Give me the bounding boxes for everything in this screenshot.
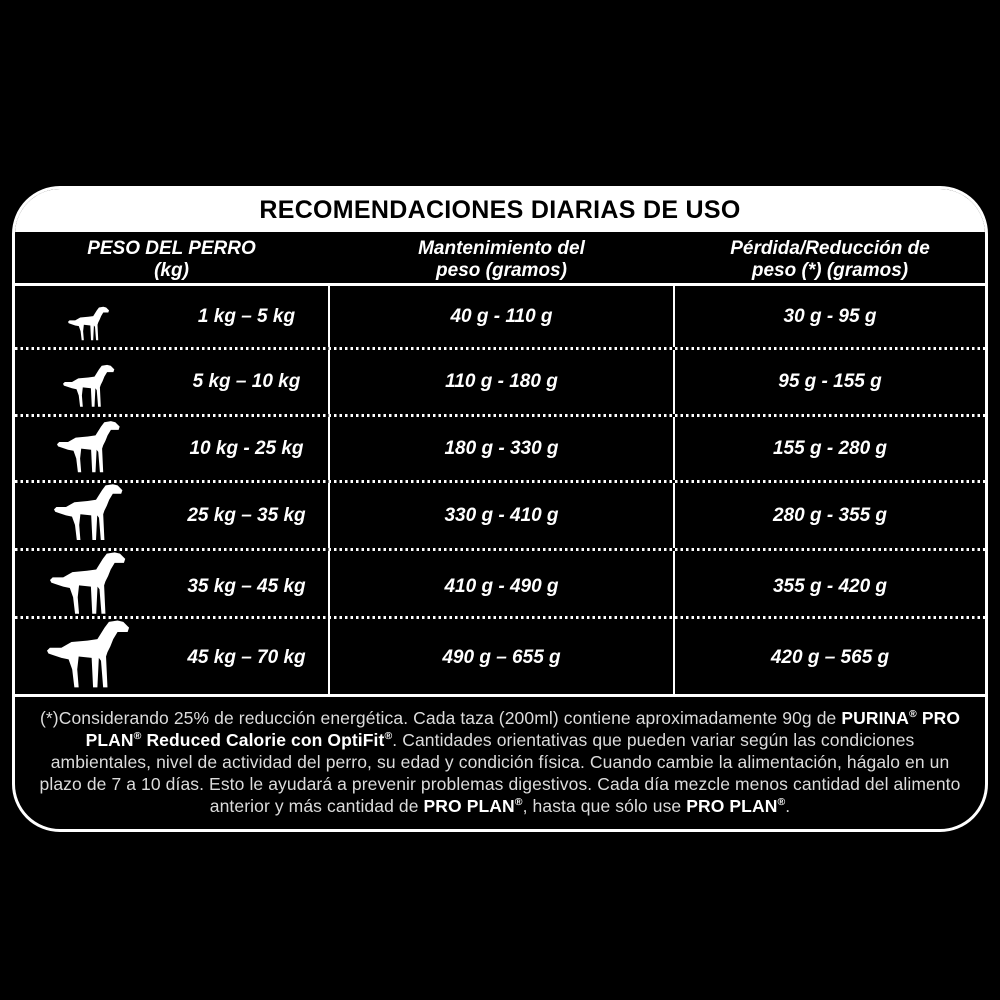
maintenance-amount: 180 g - 330 g: [444, 437, 559, 459]
reduction-amount: 30 g - 95 g: [783, 305, 877, 327]
table-header-row: [15, 232, 985, 283]
header-reduction-line2: peso (*) (gramos): [751, 260, 909, 281]
reduction-amount: 280 g - 355 g: [772, 504, 888, 526]
dog-silhouette-icon: [54, 483, 126, 543]
maintenance-amount: 410 g - 490 g: [444, 575, 559, 597]
dog-icon-box: [15, 286, 165, 347]
table-row: [15, 551, 985, 616]
dog-icon-box: [15, 350, 165, 414]
maintenance-cell: [328, 619, 675, 696]
reduction-cell: [675, 286, 985, 347]
panel-title-band: [15, 189, 985, 232]
maintenance-cell: [328, 551, 675, 622]
header-dog-weight-line1: PESO DEL PERRO: [87, 238, 256, 259]
maintenance-cell: [328, 417, 675, 480]
header-reduction-line1: Pérdida/Reducción de: [730, 238, 930, 259]
dog-silhouette-icon: [63, 364, 117, 409]
maintenance-amount: 40 g - 110 g: [450, 305, 553, 327]
maintenance-cell: [328, 286, 675, 347]
header-dog-weight-line2: (kg): [154, 260, 189, 281]
footnote-text: (*)Considerando 25% de reducción energética. Cada taza (200ml) contiene aproximadamente 90g de PURINA® PRO PLAN® Reduced Calorie con OptiFit®. Cantidades orientativas que pueden variar según las condiciones ambientales, nivel de actividad del perro, su edad y condición física. Cuando cambie la alimentación, hágalo en un plazo de 7 a 10 días. Esto le ayudará a prevenir problemas digestivos. Cada día mezcle menos cantidad del alimento anterior y más cantidad de PRO PLAN®, hasta que sólo use PRO PLAN®.: [39, 708, 961, 816]
header-maintenance-line2: peso (gramos): [436, 260, 567, 281]
weight-cell: [15, 619, 328, 696]
dog-icon-box: [15, 417, 165, 480]
dog-silhouette-icon: [50, 551, 129, 617]
table-row: [15, 350, 985, 414]
maintenance-amount: 110 g - 180 g: [445, 371, 558, 392]
weight-cell: [15, 350, 328, 414]
weight-cell: [15, 551, 328, 622]
dog-weight-range: 35 kg – 45 kg: [187, 575, 306, 597]
dog-silhouette-icon: [47, 619, 133, 691]
header-maintenance: [328, 237, 675, 283]
reduction-cell: [675, 551, 985, 622]
table-row: [15, 483, 985, 548]
feeding-guide-panel: [12, 186, 988, 832]
dog-weight-range: 5 kg – 10 kg: [192, 371, 301, 392]
weight-cell: [15, 483, 328, 548]
reduction-cell: [675, 483, 985, 548]
header-reduction: [675, 237, 985, 283]
reduction-cell: [675, 619, 985, 696]
reduction-amount: 95 g - 155 g: [778, 371, 882, 392]
header-maintenance-line1: Mantenimiento del: [418, 238, 585, 259]
table-row: [15, 619, 985, 694]
weight-cell: [15, 286, 328, 347]
dog-weight-range: 25 kg – 35 kg: [187, 504, 306, 526]
header-dog-weight: [15, 237, 328, 283]
maintenance-cell: [328, 483, 675, 548]
dog-weight-range: 1 kg – 5 kg: [197, 305, 296, 327]
reduction-amount: 155 g - 280 g: [772, 437, 888, 459]
dog-icon-box: [15, 551, 165, 622]
table-row: [15, 417, 985, 480]
dog-silhouette-icon: [57, 420, 123, 475]
dog-icon-box: [15, 619, 165, 696]
dog-silhouette-icon: [68, 306, 111, 342]
maintenance-cell: [328, 350, 675, 414]
table-row: [15, 286, 985, 347]
dog-icon-box: [15, 483, 165, 548]
reduction-cell: [675, 350, 985, 414]
reduction-amount: 420 g – 565 g: [770, 646, 890, 668]
dog-weight-range: 10 kg - 25 kg: [189, 437, 304, 459]
weight-cell: [15, 417, 328, 480]
panel-title: RECOMENDACIONES DIARIAS DE USO: [259, 196, 741, 224]
reduction-cell: [675, 417, 985, 480]
reduction-amount: 355 g - 420 g: [772, 575, 888, 597]
maintenance-amount: 330 g - 410 g: [444, 504, 559, 526]
maintenance-amount: 490 g – 655 g: [442, 646, 561, 668]
dog-weight-range: 45 kg – 70 kg: [187, 646, 306, 668]
